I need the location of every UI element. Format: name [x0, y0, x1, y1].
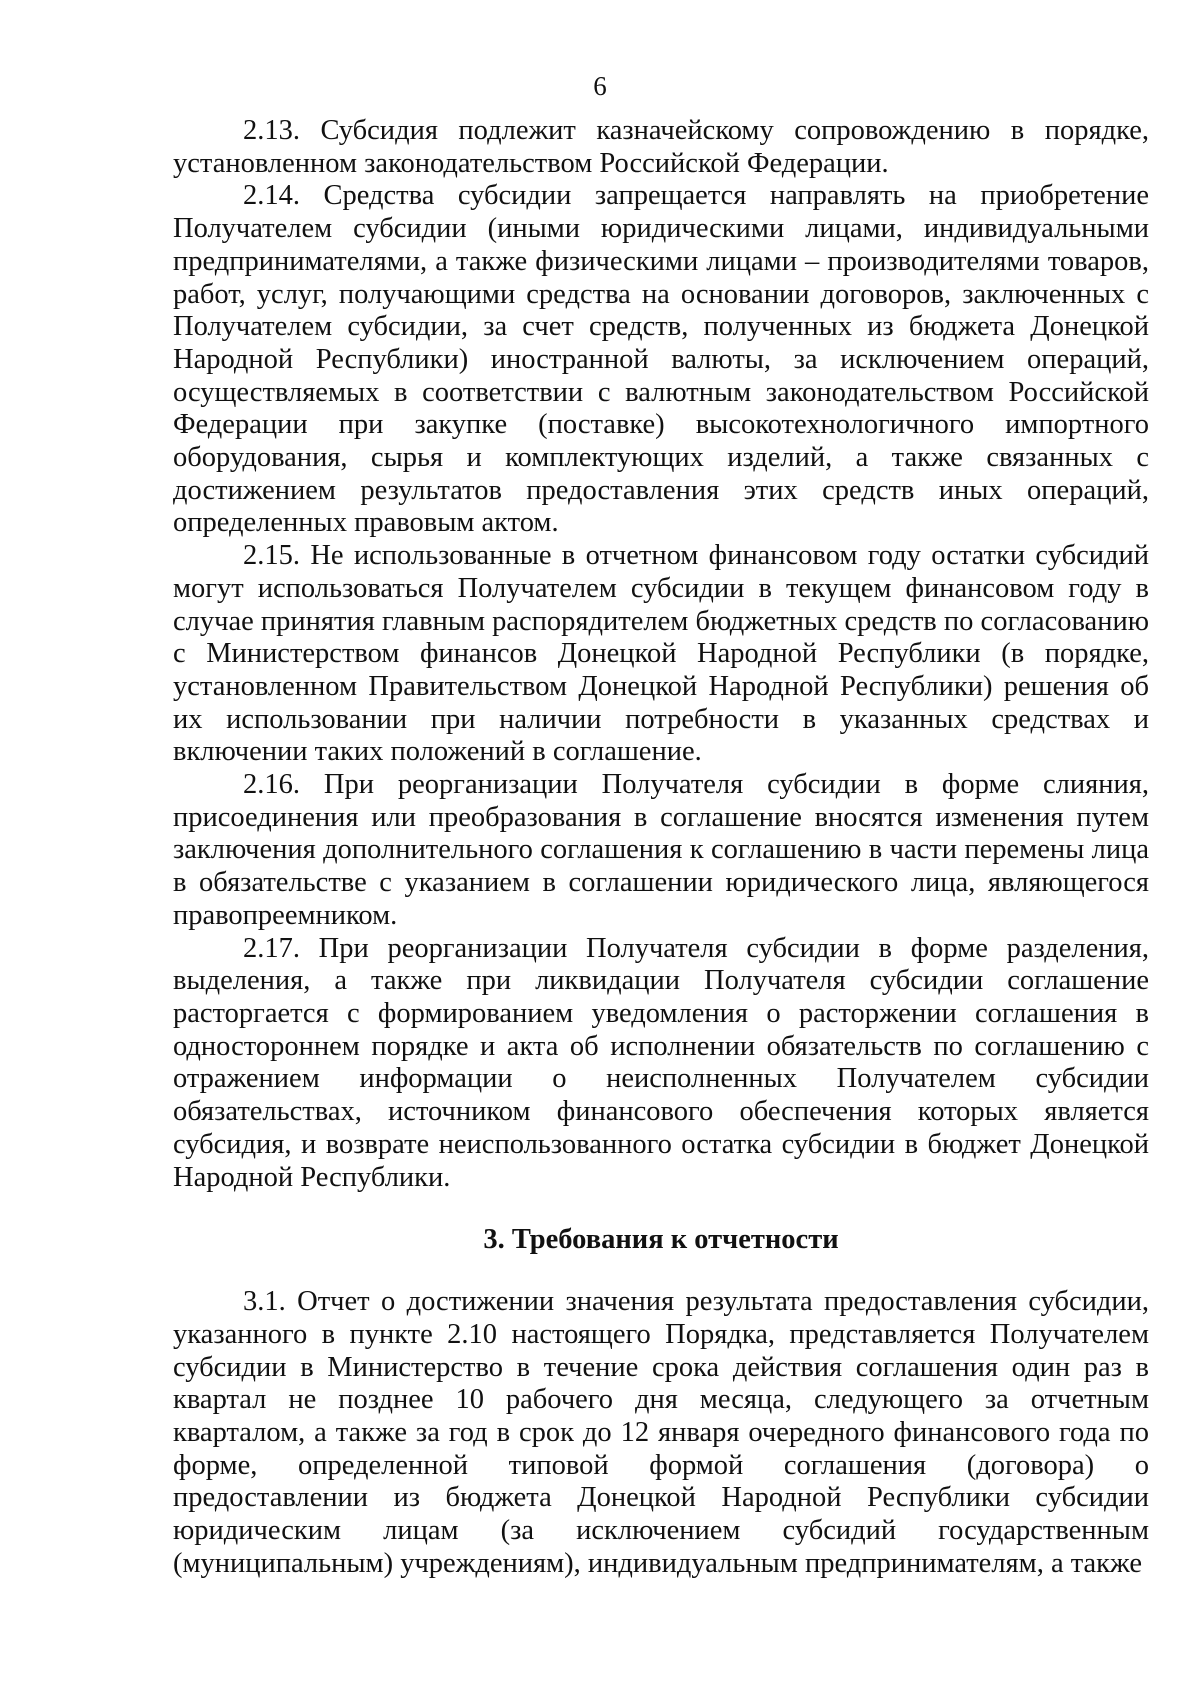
- page-number: 6: [593, 71, 607, 101]
- paragraph-2-13: 2.13. Субсидия подлежит казначейскому сопровождению в порядке, установленном законодательством Российской Федерации.: [173, 115, 1149, 179]
- paragraph-2-17: 2.17. При реорганизации Получателя субсидии в форме разделения, выделения, а также при ликвидации Получателя субсидии соглашение расторгается с формированием уведомления о расторжении соглашения в одностороннем порядке и акта об исполнении обязательств по соглашению с отражением информации о неисполненных Получателем субсидии обязательствах, источником финансового обеспечения которых является субсидия, и возврате неиспользованного остатка субсидии в бюджет Донецкой Народной Республики.: [173, 932, 1149, 1193]
- paragraph-2-16: 2.16. При реорганизации Получателя субсидии в форме слияния, присоединения или преобразования в соглашение вносятся изменения путем заключения дополнительного соглашения к соглашению в части перемены лица в обязательстве с указанием в соглашении юридического лица, являющегося правопреемником.: [173, 769, 1149, 931]
- section-heading-reporting: 3. Требования к отчетности: [483, 1224, 839, 1256]
- paragraph-2-14: 2.14. Средства субсидии запрещается направлять на приобретение Получателем субсидии (иными юридическими лицами, индивидуальными предпринимателями, а также физическими лицами – производителями товаров, работ, услуг, получающими средства на основании договоров, заключенных с Получателем субсидии, за счет средств, полученных из бюджета Донецкой Народной Республики) иностранной валюты, за исключением операций, осуществляемых в соответствии с валютным законодательством Российской Федерации при закупке (поставке) высокотехнологичного импортного оборудования, сырья и комплектующих изделий, а также связанных с достижением результатов предоставления этих средств иных операций, определенных правовым актом.: [173, 180, 1149, 539]
- paragraph-2-15: 2.15. Не использованные в отчетном финансовом году остатки субсидий могут использоваться Получателем субсидии в текущем финансовом году в случае принятия главным распорядителем бюджетных средств по согласованию с Министерством финансов Донецкой Народной Республики (в порядке, установленном Правительством Донецкой Народной Республики) решения об их использовании при наличии потребности в указанных средствах и включении таких положений в соглашение.: [173, 540, 1149, 768]
- paragraph-3-1: 3.1. Отчет о достижении значения результата предоставления субсидии, указанного в пункте 2.10 настоящего Порядка, представляется Получателем субсидии в Министерство в течение срока действия соглашения один раз в квартал не позднее 10 рабочего дня месяца, следующего за отчетным кварталом, а также за год в срок до 12 января очередного финансового года по форме, определенной типовой формой соглашения (договора) о предоставлении из бюджета Донецкой Народной Республики субсидии юридическим лицам (за исключением субсидий государственным (муниципальным) учреждениям), индивидуальным предпринимателям, а также: [173, 1286, 1149, 1579]
- document-body: [173, 115, 1149, 1581]
